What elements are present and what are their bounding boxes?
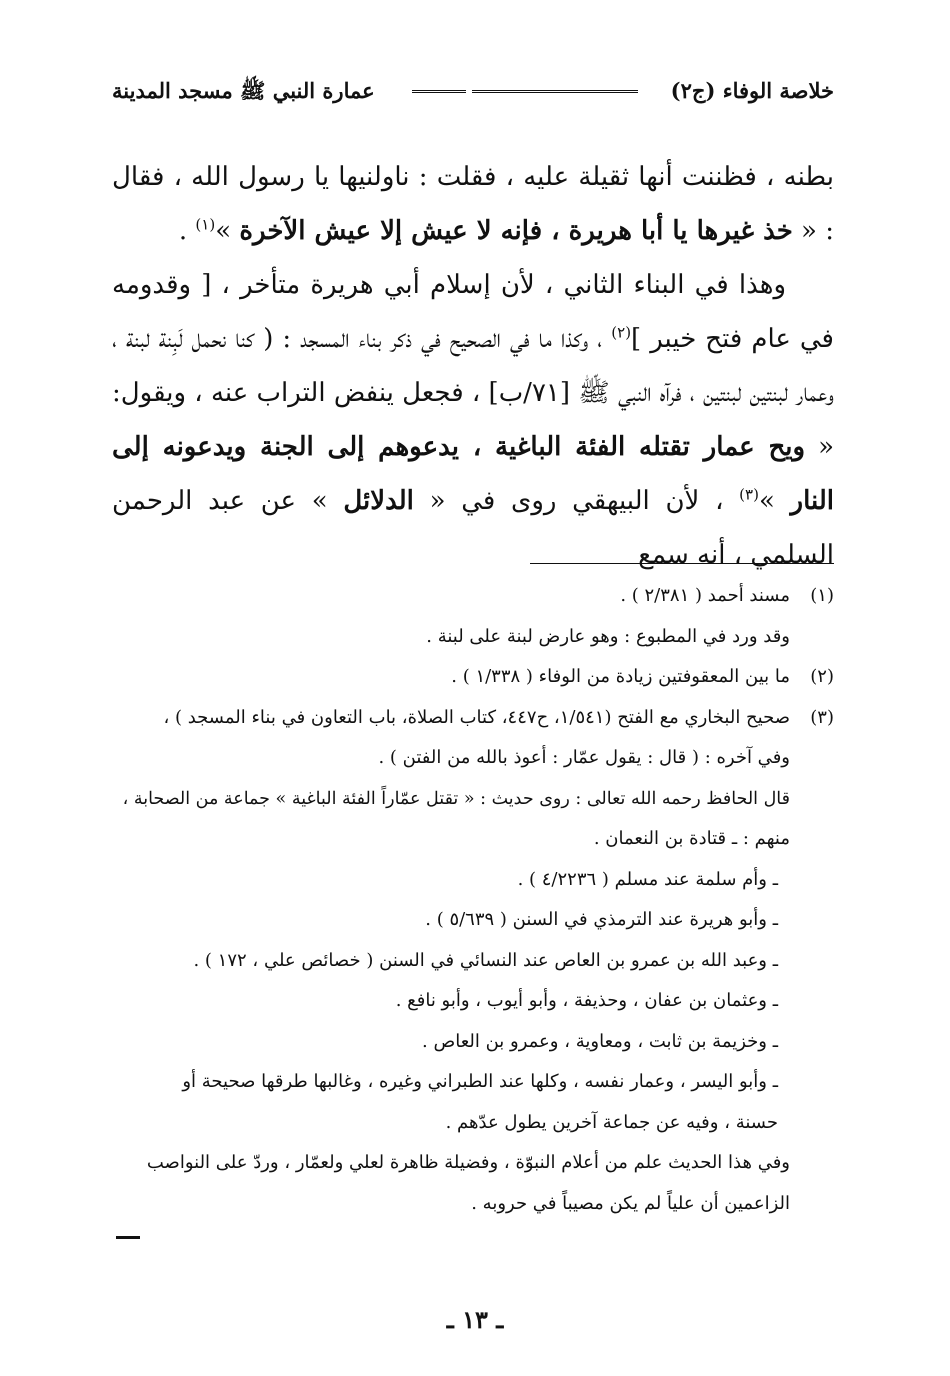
- footnote-line: [112, 576, 834, 617]
- footnote-ref: (٣): [739, 485, 759, 504]
- text-run: ، وكذا ما في الصحيح في ذكر بناء المسجد : ( كنا نحمل لَبِنة لبنة ، وعمار لبنتين لبنتين ، فرآه النبي ﷺ [٧١/ب] ، فجعل ينفض التراب عنه ، ويقول: «: [112, 324, 834, 462]
- footnote-number: (٣): [810, 706, 834, 728]
- footnotes: [112, 576, 834, 1224]
- footnote-line: [112, 738, 834, 779]
- footnote-text: الزاعمين أن علياً لم يكن مصيباً في حروبه .: [471, 1192, 790, 1214]
- footnote-text: مسند أحمد ( ٢/٣٨١ ) .: [620, 585, 790, 606]
- footnote-line: [112, 860, 834, 901]
- footnote-text: ـ وأبو اليسر ، وعمار نفسه ، وكلها عند الطبراني وغيره ، وغالبها طرقها صحيحة أو: [182, 1071, 778, 1092]
- text-run: .: [178, 216, 196, 246]
- footnote-text: ـ وأبو هريرة عند الترمذي في السنن ( ٥/٦٣٩ ) .: [425, 909, 778, 930]
- footnote-text: ـ وأم سلمة عند مسلم ( ٤/٢٢٣٦ ) .: [517, 868, 778, 890]
- text-run: »: [215, 216, 240, 246]
- main-text: [112, 150, 834, 582]
- footnote-text: ـ وعثمان بن عفان ، وحذيفة ، وأبو أيوب ، وأبو نافع .: [395, 990, 778, 1011]
- page-number: ـ ١٣ ـ: [446, 1305, 504, 1334]
- footnote-line: [112, 1184, 834, 1225]
- footnote-line: [112, 819, 834, 860]
- footnote-text: وقد ورد في المطبوع : وهو عارض لبنة على لبنة .: [426, 625, 790, 647]
- footnote-text: ـ وخزيمة بن ثابت ، ومعاوية ، وعمرو بن العاص .: [422, 1030, 778, 1052]
- chapter-title: عمارة النبي ﷺ مسجد المدينة: [112, 78, 375, 103]
- running-header: [112, 70, 834, 110]
- footnote-text: ما بين المعقوفتين زيادة من الوفاء ( ١/٣٣٨ ) .: [451, 666, 790, 687]
- footnote-text: حسنة ، وفيه عن جماعة آخرين يطول عدّهم .: [445, 1111, 778, 1133]
- header-rule-left: [412, 90, 466, 93]
- footnote-line: [112, 1143, 834, 1184]
- end-dash: [116, 1236, 140, 1239]
- footnote-line: [112, 1022, 834, 1063]
- text-run: بطنه ، فظننت أنها ثقيلة عليه ، فقلت : ناولنيها يا رسول الله ، فقال : «: [112, 162, 834, 246]
- footnote-text: ـ وعبد الله بن عمرو بن العاص عند النسائي في السنن ( خصائص علي ، ١٧٢ ) .: [193, 949, 778, 971]
- footnote-number: (١): [810, 585, 834, 606]
- footnote-line: [112, 981, 834, 1022]
- footnote-text: قال الحافظ رحمه الله تعالى : روى حديث : « تقتل عمّاراً الفئة الباغية » جماعة من الصحابة ،: [122, 788, 790, 809]
- footnote-text: منهم : ـ قتادة بن النعمان .: [593, 828, 790, 849]
- footnote-line: [112, 617, 834, 658]
- footnote-line: [112, 779, 834, 820]
- text-run: ، لأن البيهقي روى في «: [413, 486, 740, 516]
- footnote-ref: (٢): [611, 323, 632, 342]
- footnote-text: وفي هذا الحديث علم من أعلام النبوّة ، وفضيلة ظاهرة لعلي ولعمّار ، وردّ على النواصب: [146, 1152, 790, 1173]
- footnote-line: [112, 900, 834, 941]
- footnote-text: صحيح البخاري مع الفتح (١/٥٤١، ح٤٤٧، كتاب الصلاة، باب التعاون في بناء المسجد ) ،: [163, 706, 790, 728]
- hadith-quote: خذ غيرها يا أبا هريرة ، فإنه لا عيش إلا عيش الآخرة: [239, 216, 793, 246]
- footnote-line: [112, 657, 834, 698]
- book-title: خلاصة الوفاء (ج٢): [670, 78, 834, 103]
- text-run: » عن عبد الرحمن السلمي ، أنه سمع: [112, 486, 834, 570]
- footnote-separator: [530, 563, 834, 564]
- footnote-ref: (١): [195, 215, 216, 234]
- hadith-quote: ويح عمار تقتله الفئة الباغية ، يدعوهم إلى الجنة ويدعونه إلى النار: [112, 432, 834, 516]
- header-rule-right: [472, 90, 638, 93]
- paragraph-2: [112, 258, 834, 582]
- text-run: »: [758, 486, 791, 516]
- footnote-line: [112, 1103, 834, 1144]
- footnote-line: [112, 1062, 834, 1103]
- footnote-line: [112, 698, 834, 739]
- paragraph-1: [112, 150, 834, 258]
- book-name: الدلائل: [343, 486, 414, 516]
- footnote-text: وفي آخره : ( قال : يقول عمّار : أعوذ بالله من الفتن ) .: [378, 747, 790, 768]
- footnote-number: (٢): [810, 666, 834, 687]
- text-run: وهذا في البناء الثاني ، لأن إسلام أبي هريرة متأخر ، [ وقدومه في عام فتح خيبر ]: [112, 270, 834, 354]
- footnote-line: [112, 941, 834, 982]
